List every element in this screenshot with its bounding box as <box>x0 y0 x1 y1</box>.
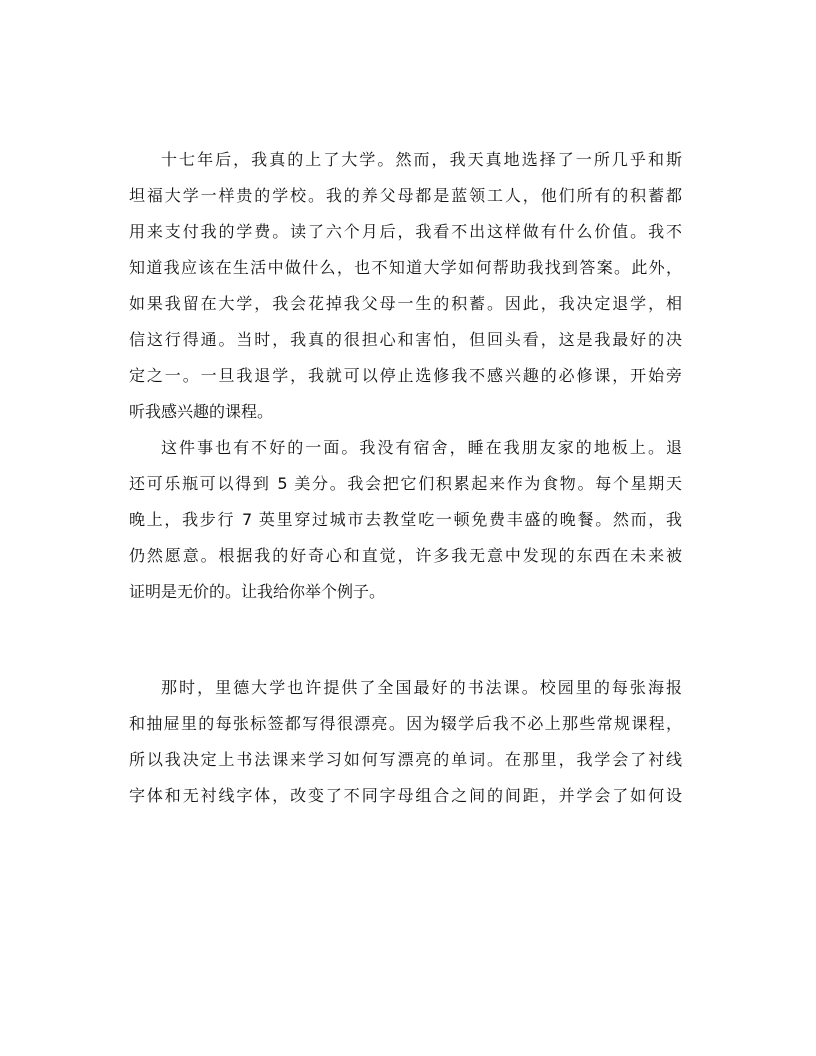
paragraph-3-line-2: 和抽屉里的每张标签都写得很漂亮。因为辍学后我不必上那些常规课程， <box>129 714 682 733</box>
paragraph-1-line-7: 定之一。一旦我退学，我就可以停止选修我不感兴趣的必修课，开始旁 <box>129 366 682 385</box>
paragraph-1-line-6: 信这行得通。当时，我真的很担心和害怕，但回头看，这是我最好的决 <box>129 330 682 349</box>
paragraph-3-line-3: 所以我决定上书法课来学习如何写漂亮的单词。在那里，我学会了衬线 <box>129 750 682 769</box>
paragraph-2-line-4: 仍然愿意。根据我的好奇心和直觉，许多我无意中发现的东西在未来被 <box>129 546 682 565</box>
paragraph-1-line-5: 如果我留在大学，我会花掉我父母一生的积蓄。因此，我决定退学，相 <box>129 294 682 313</box>
paragraph-1-line-3: 用来支付我的学费。读了六个月后，我看不出这样做有什么价值。我不 <box>129 222 682 241</box>
paragraph-2-line-2: 还可乐瓶可以得到 5 美分。我会把它们积累起来作为食物。每个星期天 <box>129 474 682 493</box>
paragraph-1-line-4: 知道我应该在生活中做什么，也不知道大学如何帮助我找到答案。此外， <box>129 258 682 277</box>
paragraph-2-line-1: 这件事也有不好的一面。我没有宿舍，睡在我朋友家的地板上。退 <box>161 438 682 457</box>
paragraph-1-line-1: 十七年后，我真的上了大学。然而，我天真地选择了一所几乎和斯 <box>161 150 682 169</box>
paragraph-2-line-5: 证明是无价的。让我给你举个例子。 <box>129 582 386 601</box>
paragraph-3-line-1: 那时，里德大学也许提供了全国最好的书法课。校园里的每张海报 <box>161 678 682 697</box>
paragraph-1-line-2: 坦福大学一样贵的学校。我的养父母都是蓝领工人，他们所有的积蓄都 <box>129 186 682 205</box>
paragraph-3-line-4: 字体和无衬线字体，改变了不同字母组合之间的间距，并学会了如何设 <box>129 786 682 805</box>
paragraph-2-line-3: 晚上，我步行 7 英里穿过城市去教堂吃一顿免费丰盛的晚餐。然而，我 <box>129 510 682 529</box>
paragraph-1-line-8: 听我感兴趣的课程。 <box>129 402 274 421</box>
